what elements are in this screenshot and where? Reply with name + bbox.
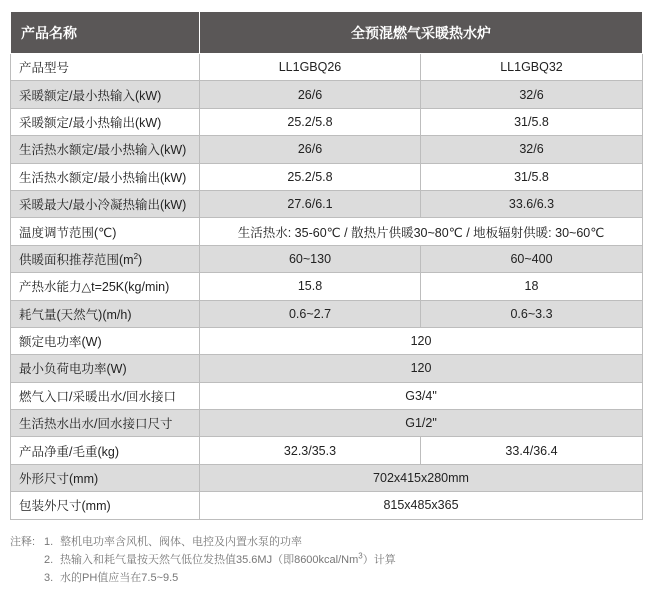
spec-value-shared: 120 (200, 355, 643, 382)
spec-value-shared: 702x415x280mm (200, 464, 643, 491)
table-row (11, 355, 643, 382)
spec-label-cell (11, 218, 200, 245)
spec-label-cell (11, 382, 200, 409)
spec-label: 生活热水出水/回水接口尺寸 (19, 417, 173, 432)
spec-label-cell (11, 108, 200, 135)
spec-value-model-26: 0.6~2.7 (200, 300, 421, 327)
spec-value-model-32: 33.6/6.3 (421, 190, 643, 217)
note-line-3 (10, 569, 396, 587)
table-row (11, 190, 643, 217)
spec-label-cell (11, 327, 200, 354)
spec-value-model-32: LL1GBQ32 (421, 54, 643, 81)
header-product-cell: 全预混燃气采暖热水炉 (200, 12, 643, 54)
spec-value-model-32: 60~400 (421, 245, 643, 272)
spec-value-shared: G3/4" (200, 382, 643, 409)
spec-value-model-26: 26/6 (200, 81, 421, 108)
spec-value-model-26: 60~130 (200, 245, 421, 272)
table-row (11, 273, 643, 300)
spec-value-model-26: 25.2/5.8 (200, 108, 421, 135)
spec-label-cell (11, 81, 200, 108)
spec-value-shared: 815x485x365 (200, 492, 643, 519)
spec-label: 生活热水额定/最小热输出(kW) (19, 170, 187, 185)
spec-label-cell (11, 136, 200, 163)
spec-label-tail: ) (138, 252, 143, 267)
spec-value-model-32: 31/5.8 (421, 108, 643, 135)
note-line-1 (10, 533, 396, 551)
spec-value-model-26: LL1GBQ26 (200, 54, 421, 81)
spec-value-model-26: 26/6 (200, 136, 421, 163)
note-text-tail: ）计算 (362, 554, 396, 566)
spec-label: 额定电功率(W) (19, 335, 102, 350)
spec-label: 外形尺寸(mm) (19, 472, 99, 487)
note-number: 2. (44, 554, 54, 566)
table-row (11, 218, 643, 245)
note-line-2 (10, 551, 396, 569)
spec-label: 温度调节范围(℃) (19, 225, 117, 240)
spec-label-cell (11, 245, 200, 272)
spec-label: 耗气量(天然气)(m/h) (19, 307, 132, 322)
spec-label-cell (11, 190, 200, 217)
note-number: 1. (44, 536, 54, 548)
table-header-row (11, 12, 643, 54)
table-row (11, 81, 643, 108)
table-row (11, 492, 643, 519)
spec-label-cell (11, 163, 200, 190)
spec-label-cell (11, 464, 200, 491)
spec-value-model-32: 0.6~3.3 (421, 300, 643, 327)
spec-value-model-26: 27.6/6.1 (200, 190, 421, 217)
spec-value-model-26: 32.3/35.3 (200, 437, 421, 464)
spec-label-cell (11, 54, 200, 81)
table-row (11, 437, 643, 464)
table-row (11, 54, 643, 81)
spec-value-model-32: 31/5.8 (421, 163, 643, 190)
spec-value-shared: G1/2" (200, 410, 643, 437)
spec-label-cell (11, 410, 200, 437)
note-number: 3. (44, 572, 54, 584)
spec-label-cell (11, 492, 200, 519)
note-text: 水的PH值应当在7.5~9.5 (60, 572, 179, 584)
table-row (11, 300, 643, 327)
spec-value-shared: 120 (200, 327, 643, 354)
spec-label: 产热水能力△t=25K(kg/min) (19, 280, 170, 295)
spec-label: 采暖最大/最小冷凝热输出(kW) (19, 198, 187, 213)
spec-label: 采暖额定/最小热输入(kW) (19, 88, 162, 103)
table-row (11, 464, 643, 491)
spec-label: 产品净重/毛重(kg) (19, 444, 120, 459)
table-row (11, 327, 643, 354)
spec-table (10, 11, 643, 520)
notes-section (10, 533, 396, 587)
note-superscript: 3 (358, 551, 363, 561)
spec-label: 供暖面积推荐范围(m (19, 252, 134, 267)
spec-label-cell (11, 273, 200, 300)
table-row (11, 163, 643, 190)
table-row (11, 410, 643, 437)
spec-value-model-32: 33.4/36.4 (421, 437, 643, 464)
note-text: 热输入和耗气量按天然气低位发热值35.6MJ（即8600kcal/Nm (60, 554, 359, 566)
spec-label: 燃气入口/采暖出水/回水接口 (19, 389, 176, 404)
spec-label: 采暖额定/最小热输出(kW) (19, 115, 162, 130)
spec-label: 包装外尺寸(mm) (19, 499, 111, 514)
spec-value-model-26: 15.8 (200, 273, 421, 300)
table-row (11, 108, 643, 135)
spec-value-model-26: 25.2/5.8 (200, 163, 421, 190)
spec-label-cell (11, 300, 200, 327)
note-text: 整机电功率含风机、阀体、电控及内置水泵的功率 (60, 536, 302, 548)
spec-label: 产品型号 (19, 61, 70, 76)
spec-table-body (11, 54, 643, 520)
spec-label-cell (11, 437, 200, 464)
spec-value-model-32: 18 (421, 273, 643, 300)
spec-label-superscript: 2 (133, 251, 139, 261)
spec-value-model-32: 32/6 (421, 81, 643, 108)
spec-value-shared: 生活热水: 35-60℃ / 散热片供暖30~80℃ / 地板辐射供暖: 30~60℃ (200, 218, 643, 245)
notes-prefix: 注释: (10, 536, 36, 548)
table-row (11, 382, 643, 409)
spec-label: 生活热水额定/最小热输入(kW) (19, 143, 187, 158)
table-row (11, 245, 643, 272)
spec-label: 最小负荷电功率(W) (19, 362, 127, 377)
spec-label-cell (11, 355, 200, 382)
table-row (11, 136, 643, 163)
header-name-cell: 产品名称 (11, 12, 200, 54)
spec-value-model-32: 32/6 (421, 136, 643, 163)
